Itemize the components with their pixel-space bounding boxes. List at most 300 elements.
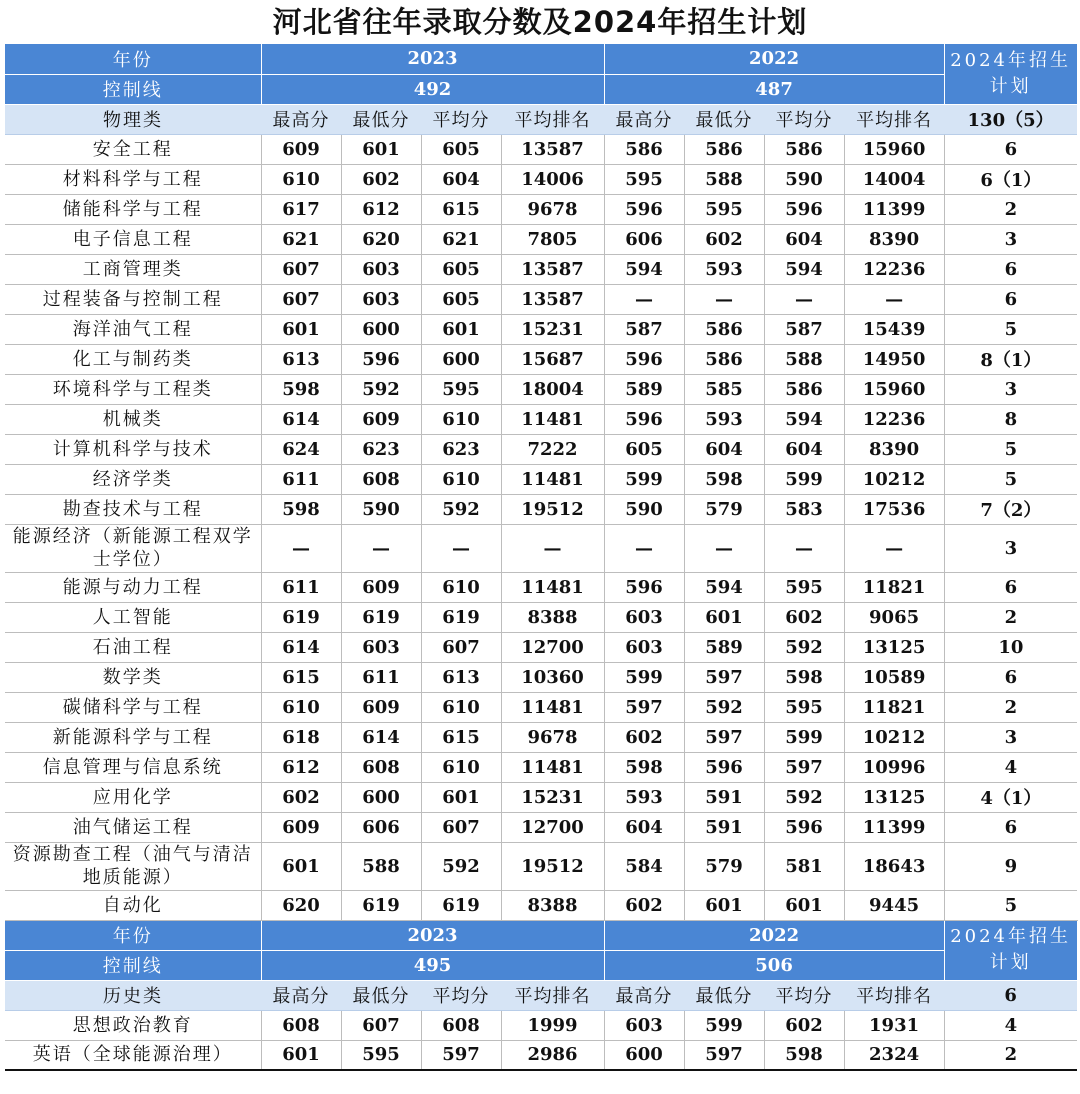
table-row bbox=[5, 344, 1077, 374]
score-cell: 591 bbox=[684, 812, 764, 842]
column-header: 最低分 bbox=[684, 980, 764, 1010]
score-cell: 586 bbox=[764, 374, 844, 404]
column-header: 最低分 bbox=[684, 104, 764, 134]
score-cell: 12236 bbox=[844, 404, 944, 434]
major-name: 人工智能 bbox=[5, 602, 261, 632]
score-cell: 588 bbox=[764, 344, 844, 374]
score-cell: 610 bbox=[421, 404, 501, 434]
score-cell: 586 bbox=[684, 344, 764, 374]
score-cell: 623 bbox=[341, 434, 421, 464]
plan-cell: 2 bbox=[944, 194, 1077, 224]
table-row bbox=[5, 464, 1077, 494]
score-cell: 18004 bbox=[501, 374, 604, 404]
score-cell: 594 bbox=[764, 254, 844, 284]
table-row bbox=[5, 284, 1077, 314]
score-cell: 11481 bbox=[501, 404, 604, 434]
score-cell: 623 bbox=[421, 434, 501, 464]
score-cell: 597 bbox=[764, 752, 844, 782]
control-a: 495 bbox=[261, 950, 604, 980]
score-cell: 583 bbox=[764, 494, 844, 524]
score-cell: 615 bbox=[421, 194, 501, 224]
score-cell: 610 bbox=[421, 572, 501, 602]
major-name: 资源勘查工程（油气与清洁地质能源） bbox=[5, 842, 261, 890]
score-cell: 10996 bbox=[844, 752, 944, 782]
score-cell: 12700 bbox=[501, 812, 604, 842]
plan-cell: 6（1） bbox=[944, 164, 1077, 194]
score-cell: 601 bbox=[684, 602, 764, 632]
score-cell: 15231 bbox=[501, 314, 604, 344]
table-row bbox=[5, 314, 1077, 344]
major-name: 思想政治教育 bbox=[5, 1010, 261, 1040]
score-cell: 605 bbox=[604, 434, 684, 464]
score-cell: 11481 bbox=[501, 692, 604, 722]
score-cell: 10212 bbox=[844, 464, 944, 494]
score-cell: 601 bbox=[421, 314, 501, 344]
score-cell: 613 bbox=[421, 662, 501, 692]
plan-cell: 4（1） bbox=[944, 782, 1077, 812]
score-cell: 584 bbox=[604, 842, 684, 890]
major-name: 计算机科学与技术 bbox=[5, 434, 261, 464]
score-cell: 604 bbox=[421, 164, 501, 194]
control-line-row bbox=[5, 950, 1077, 980]
score-cell: 602 bbox=[604, 722, 684, 752]
score-cell: 595 bbox=[604, 164, 684, 194]
score-cell: 596 bbox=[764, 812, 844, 842]
major-name: 自动化 bbox=[5, 890, 261, 920]
major-name: 环境科学与工程类 bbox=[5, 374, 261, 404]
score-cell: 607 bbox=[341, 1010, 421, 1040]
score-cell: 9678 bbox=[501, 722, 604, 752]
plan-cell: 3 bbox=[944, 722, 1077, 752]
table-row bbox=[5, 1010, 1077, 1040]
score-cell: 7222 bbox=[501, 434, 604, 464]
plan-cell: 5 bbox=[944, 464, 1077, 494]
year-a: 2023 bbox=[261, 44, 604, 74]
table-row bbox=[5, 374, 1077, 404]
score-cell: 609 bbox=[261, 812, 341, 842]
score-cell: 604 bbox=[764, 434, 844, 464]
score-cell: 590 bbox=[764, 164, 844, 194]
score-cell: 607 bbox=[421, 632, 501, 662]
plan-cell: 4 bbox=[944, 1010, 1077, 1040]
score-cell: 610 bbox=[421, 464, 501, 494]
plan-cell: 8 bbox=[944, 404, 1077, 434]
score-cell: 603 bbox=[341, 284, 421, 314]
score-cell: 7805 bbox=[501, 224, 604, 254]
score-cell: 604 bbox=[684, 434, 764, 464]
score-cell: 598 bbox=[764, 662, 844, 692]
score-cell: 591 bbox=[684, 782, 764, 812]
score-cell: — bbox=[501, 524, 604, 572]
score-cell: 15960 bbox=[844, 134, 944, 164]
score-cell: 8390 bbox=[844, 434, 944, 464]
score-cell: 608 bbox=[341, 464, 421, 494]
score-cell: 604 bbox=[764, 224, 844, 254]
score-cell: 605 bbox=[421, 284, 501, 314]
score-cell: 613 bbox=[261, 344, 341, 374]
score-cell: 11821 bbox=[844, 692, 944, 722]
plan-cell: 6 bbox=[944, 134, 1077, 164]
score-cell: 10212 bbox=[844, 722, 944, 752]
score-cell: 598 bbox=[261, 374, 341, 404]
year-label: 年份 bbox=[5, 920, 261, 950]
score-cell: 586 bbox=[764, 134, 844, 164]
major-name: 化工与制药类 bbox=[5, 344, 261, 374]
major-name: 海洋油气工程 bbox=[5, 314, 261, 344]
score-cell: 9678 bbox=[501, 194, 604, 224]
column-header: 最高分 bbox=[604, 980, 684, 1010]
score-cell: 601 bbox=[764, 890, 844, 920]
score-cell: 596 bbox=[604, 404, 684, 434]
score-cell: 594 bbox=[684, 572, 764, 602]
major-name: 安全工程 bbox=[5, 134, 261, 164]
score-cell: 595 bbox=[684, 194, 764, 224]
score-cell: 598 bbox=[764, 1040, 844, 1070]
score-cell: 600 bbox=[604, 1040, 684, 1070]
score-cell: 1999 bbox=[501, 1010, 604, 1040]
score-cell: 621 bbox=[261, 224, 341, 254]
score-cell: 13125 bbox=[844, 632, 944, 662]
major-name: 经济学类 bbox=[5, 464, 261, 494]
score-cell: 597 bbox=[684, 1040, 764, 1070]
score-cell: 603 bbox=[341, 632, 421, 662]
score-cell: 615 bbox=[421, 722, 501, 752]
table-row bbox=[5, 632, 1077, 662]
score-cell: 14950 bbox=[844, 344, 944, 374]
score-cell: 602 bbox=[341, 164, 421, 194]
score-cell: 12236 bbox=[844, 254, 944, 284]
table-row bbox=[5, 194, 1077, 224]
score-cell: 8390 bbox=[844, 224, 944, 254]
admission-table bbox=[5, 44, 1078, 1071]
category-total: 6 bbox=[944, 980, 1077, 1010]
score-cell: 592 bbox=[421, 842, 501, 890]
column-header: 平均分 bbox=[421, 980, 501, 1010]
score-cell: 620 bbox=[341, 224, 421, 254]
score-cell: 593 bbox=[604, 782, 684, 812]
major-name: 油气储运工程 bbox=[5, 812, 261, 842]
major-name: 石油工程 bbox=[5, 632, 261, 662]
score-cell: 586 bbox=[684, 134, 764, 164]
score-cell: 607 bbox=[421, 812, 501, 842]
plan-cell: 2 bbox=[944, 1040, 1077, 1070]
score-cell: 11481 bbox=[501, 572, 604, 602]
score-cell: 603 bbox=[604, 602, 684, 632]
score-cell: 605 bbox=[421, 254, 501, 284]
table-row bbox=[5, 692, 1077, 722]
score-cell: 19512 bbox=[501, 842, 604, 890]
score-cell: 598 bbox=[684, 464, 764, 494]
score-cell: 618 bbox=[261, 722, 341, 752]
score-cell: 605 bbox=[421, 134, 501, 164]
score-cell: 8388 bbox=[501, 602, 604, 632]
score-cell: 599 bbox=[684, 1010, 764, 1040]
score-cell: 18643 bbox=[844, 842, 944, 890]
score-cell: 608 bbox=[341, 752, 421, 782]
column-header: 最高分 bbox=[261, 980, 341, 1010]
score-cell: 601 bbox=[261, 1040, 341, 1070]
score-cell: 595 bbox=[341, 1040, 421, 1070]
control-line-row bbox=[5, 74, 1077, 104]
table-row bbox=[5, 602, 1077, 632]
score-cell: 579 bbox=[684, 842, 764, 890]
table-row bbox=[5, 524, 1077, 572]
score-cell: 8388 bbox=[501, 890, 604, 920]
score-cell: 10360 bbox=[501, 662, 604, 692]
score-cell: — bbox=[261, 524, 341, 572]
table-row bbox=[5, 224, 1077, 254]
score-cell: 588 bbox=[341, 842, 421, 890]
score-cell: 606 bbox=[341, 812, 421, 842]
score-cell: 602 bbox=[764, 1010, 844, 1040]
plan-cell: 3 bbox=[944, 524, 1077, 572]
score-cell: 597 bbox=[604, 692, 684, 722]
control-label: 控制线 bbox=[5, 74, 261, 104]
score-cell: 13587 bbox=[501, 134, 604, 164]
score-cell: 610 bbox=[261, 164, 341, 194]
major-name: 能源经济（新能源工程双学士学位） bbox=[5, 524, 261, 572]
column-header: 最低分 bbox=[341, 104, 421, 134]
score-cell: 596 bbox=[341, 344, 421, 374]
score-cell: 600 bbox=[421, 344, 501, 374]
score-cell: 19512 bbox=[501, 494, 604, 524]
score-cell: 614 bbox=[341, 722, 421, 752]
score-cell: — bbox=[844, 524, 944, 572]
score-cell: 588 bbox=[684, 164, 764, 194]
table-row bbox=[5, 1040, 1077, 1070]
table-row bbox=[5, 134, 1077, 164]
major-name: 碳储科学与工程 bbox=[5, 692, 261, 722]
score-cell: 579 bbox=[684, 494, 764, 524]
score-cell: 608 bbox=[421, 1010, 501, 1040]
score-cell: 603 bbox=[604, 632, 684, 662]
major-name: 数学类 bbox=[5, 662, 261, 692]
score-cell: 609 bbox=[341, 692, 421, 722]
plan-cell: 8（1） bbox=[944, 344, 1077, 374]
score-cell: 612 bbox=[341, 194, 421, 224]
score-cell: 9065 bbox=[844, 602, 944, 632]
score-cell: 12700 bbox=[501, 632, 604, 662]
score-cell: 603 bbox=[604, 1010, 684, 1040]
score-cell: 612 bbox=[261, 752, 341, 782]
score-cell: 590 bbox=[341, 494, 421, 524]
plan-header: 2024年招生计划 bbox=[944, 920, 1077, 980]
score-cell: 14006 bbox=[501, 164, 604, 194]
score-cell: — bbox=[844, 284, 944, 314]
score-cell: 597 bbox=[684, 722, 764, 752]
column-header: 平均分 bbox=[421, 104, 501, 134]
score-cell: — bbox=[604, 524, 684, 572]
plan-cell: 6 bbox=[944, 284, 1077, 314]
score-cell: 15960 bbox=[844, 374, 944, 404]
score-cell: 596 bbox=[764, 194, 844, 224]
major-name: 机械类 bbox=[5, 404, 261, 434]
table-row bbox=[5, 164, 1077, 194]
score-cell: 619 bbox=[261, 602, 341, 632]
score-cell: 619 bbox=[341, 602, 421, 632]
major-name: 应用化学 bbox=[5, 782, 261, 812]
table-row bbox=[5, 572, 1077, 602]
major-name: 材料科学与工程 bbox=[5, 164, 261, 194]
column-header: 平均分 bbox=[764, 104, 844, 134]
score-cell: 607 bbox=[261, 284, 341, 314]
score-cell: 586 bbox=[604, 134, 684, 164]
category-label: 历史类 bbox=[5, 980, 261, 1010]
column-header: 平均排名 bbox=[501, 104, 604, 134]
table-row bbox=[5, 782, 1077, 812]
score-cell: 609 bbox=[261, 134, 341, 164]
plan-cell: 5 bbox=[944, 434, 1077, 464]
page-title: 河北省往年录取分数及2024年招生计划 bbox=[272, 5, 808, 39]
plan-cell: 10 bbox=[944, 632, 1077, 662]
major-name: 工商管理类 bbox=[5, 254, 261, 284]
score-cell: 620 bbox=[261, 890, 341, 920]
score-cell: 13125 bbox=[844, 782, 944, 812]
score-cell: 594 bbox=[764, 404, 844, 434]
score-cell: 619 bbox=[341, 890, 421, 920]
score-cell: 596 bbox=[684, 752, 764, 782]
table-row bbox=[5, 404, 1077, 434]
score-cell: 611 bbox=[341, 662, 421, 692]
plan-cell: 5 bbox=[944, 890, 1077, 920]
plan-cell: 3 bbox=[944, 224, 1077, 254]
score-cell: 15231 bbox=[501, 782, 604, 812]
column-header: 平均排名 bbox=[844, 980, 944, 1010]
table-row bbox=[5, 494, 1077, 524]
score-cell: 587 bbox=[604, 314, 684, 344]
score-cell: 611 bbox=[261, 464, 341, 494]
column-header: 最低分 bbox=[341, 980, 421, 1010]
score-cell: 14004 bbox=[844, 164, 944, 194]
column-header-row bbox=[5, 104, 1077, 134]
score-cell: 606 bbox=[604, 224, 684, 254]
score-cell: 592 bbox=[421, 494, 501, 524]
score-cell: 11481 bbox=[501, 464, 604, 494]
column-header: 平均排名 bbox=[844, 104, 944, 134]
score-cell: — bbox=[421, 524, 501, 572]
score-cell: 614 bbox=[261, 632, 341, 662]
score-cell: 615 bbox=[261, 662, 341, 692]
plan-cell: 4 bbox=[944, 752, 1077, 782]
column-header-row bbox=[5, 980, 1077, 1010]
plan-cell: 2 bbox=[944, 602, 1077, 632]
plan-cell: 2 bbox=[944, 692, 1077, 722]
score-cell: 609 bbox=[341, 404, 421, 434]
score-cell: — bbox=[764, 284, 844, 314]
score-cell: 595 bbox=[764, 692, 844, 722]
score-cell: 598 bbox=[604, 752, 684, 782]
score-cell: 1931 bbox=[844, 1010, 944, 1040]
score-cell: 581 bbox=[764, 842, 844, 890]
major-name: 储能科学与工程 bbox=[5, 194, 261, 224]
control-label: 控制线 bbox=[5, 950, 261, 980]
column-header: 平均排名 bbox=[501, 980, 604, 1010]
score-cell: 11821 bbox=[844, 572, 944, 602]
plan-header: 2024年招生计划 bbox=[944, 44, 1077, 104]
plan-cell: 6 bbox=[944, 812, 1077, 842]
score-cell: 597 bbox=[684, 662, 764, 692]
score-cell: 610 bbox=[261, 692, 341, 722]
score-cell: 17536 bbox=[844, 494, 944, 524]
score-cell: 13587 bbox=[501, 284, 604, 314]
score-cell: 611 bbox=[261, 572, 341, 602]
score-cell: 592 bbox=[764, 632, 844, 662]
score-cell: 11481 bbox=[501, 752, 604, 782]
score-cell: 599 bbox=[764, 722, 844, 752]
plan-cell: 6 bbox=[944, 572, 1077, 602]
plan-cell: 7（2） bbox=[944, 494, 1077, 524]
score-cell: 610 bbox=[421, 752, 501, 782]
score-cell: 609 bbox=[341, 572, 421, 602]
score-cell: 596 bbox=[604, 194, 684, 224]
score-cell: 592 bbox=[341, 374, 421, 404]
major-name: 电子信息工程 bbox=[5, 224, 261, 254]
score-cell: — bbox=[684, 284, 764, 314]
year-label: 年份 bbox=[5, 44, 261, 74]
score-cell: 600 bbox=[341, 314, 421, 344]
score-cell: 592 bbox=[764, 782, 844, 812]
plan-cell: 6 bbox=[944, 254, 1077, 284]
score-cell: 599 bbox=[604, 464, 684, 494]
score-cell: 10589 bbox=[844, 662, 944, 692]
score-cell: 624 bbox=[261, 434, 341, 464]
score-cell: 601 bbox=[261, 842, 341, 890]
year-header-row bbox=[5, 920, 1077, 950]
score-cell: 13587 bbox=[501, 254, 604, 284]
major-name: 新能源科学与工程 bbox=[5, 722, 261, 752]
year-b: 2022 bbox=[604, 920, 944, 950]
score-cell: 601 bbox=[684, 890, 764, 920]
control-b: 506 bbox=[604, 950, 944, 980]
score-cell: 589 bbox=[604, 374, 684, 404]
score-cell: 601 bbox=[421, 782, 501, 812]
score-cell: 15439 bbox=[844, 314, 944, 344]
score-cell: 601 bbox=[261, 314, 341, 344]
score-cell: 11399 bbox=[844, 812, 944, 842]
score-cell: 602 bbox=[604, 890, 684, 920]
major-name: 勘查技术与工程 bbox=[5, 494, 261, 524]
year-a: 2023 bbox=[261, 920, 604, 950]
score-cell: 610 bbox=[421, 692, 501, 722]
score-cell: 602 bbox=[684, 224, 764, 254]
control-a: 492 bbox=[261, 74, 604, 104]
score-cell: 621 bbox=[421, 224, 501, 254]
score-cell: 15687 bbox=[501, 344, 604, 374]
score-cell: 585 bbox=[684, 374, 764, 404]
plan-cell: 3 bbox=[944, 374, 1077, 404]
score-cell: — bbox=[684, 524, 764, 572]
table-row bbox=[5, 662, 1077, 692]
score-cell: 2324 bbox=[844, 1040, 944, 1070]
score-cell: 587 bbox=[764, 314, 844, 344]
score-cell: 619 bbox=[421, 602, 501, 632]
score-cell: 602 bbox=[261, 782, 341, 812]
score-cell: 601 bbox=[341, 134, 421, 164]
score-cell: 608 bbox=[261, 1010, 341, 1040]
score-cell: 590 bbox=[604, 494, 684, 524]
category-total: 130（5） bbox=[944, 104, 1077, 134]
major-name: 英语（全球能源治理） bbox=[5, 1040, 261, 1070]
score-cell: 593 bbox=[684, 254, 764, 284]
plan-cell: 5 bbox=[944, 314, 1077, 344]
score-cell: 617 bbox=[261, 194, 341, 224]
table-row bbox=[5, 254, 1077, 284]
score-cell: 595 bbox=[764, 572, 844, 602]
table-row bbox=[5, 842, 1077, 890]
score-cell: 599 bbox=[604, 662, 684, 692]
major-name: 过程装备与控制工程 bbox=[5, 284, 261, 314]
plan-cell: 6 bbox=[944, 662, 1077, 692]
